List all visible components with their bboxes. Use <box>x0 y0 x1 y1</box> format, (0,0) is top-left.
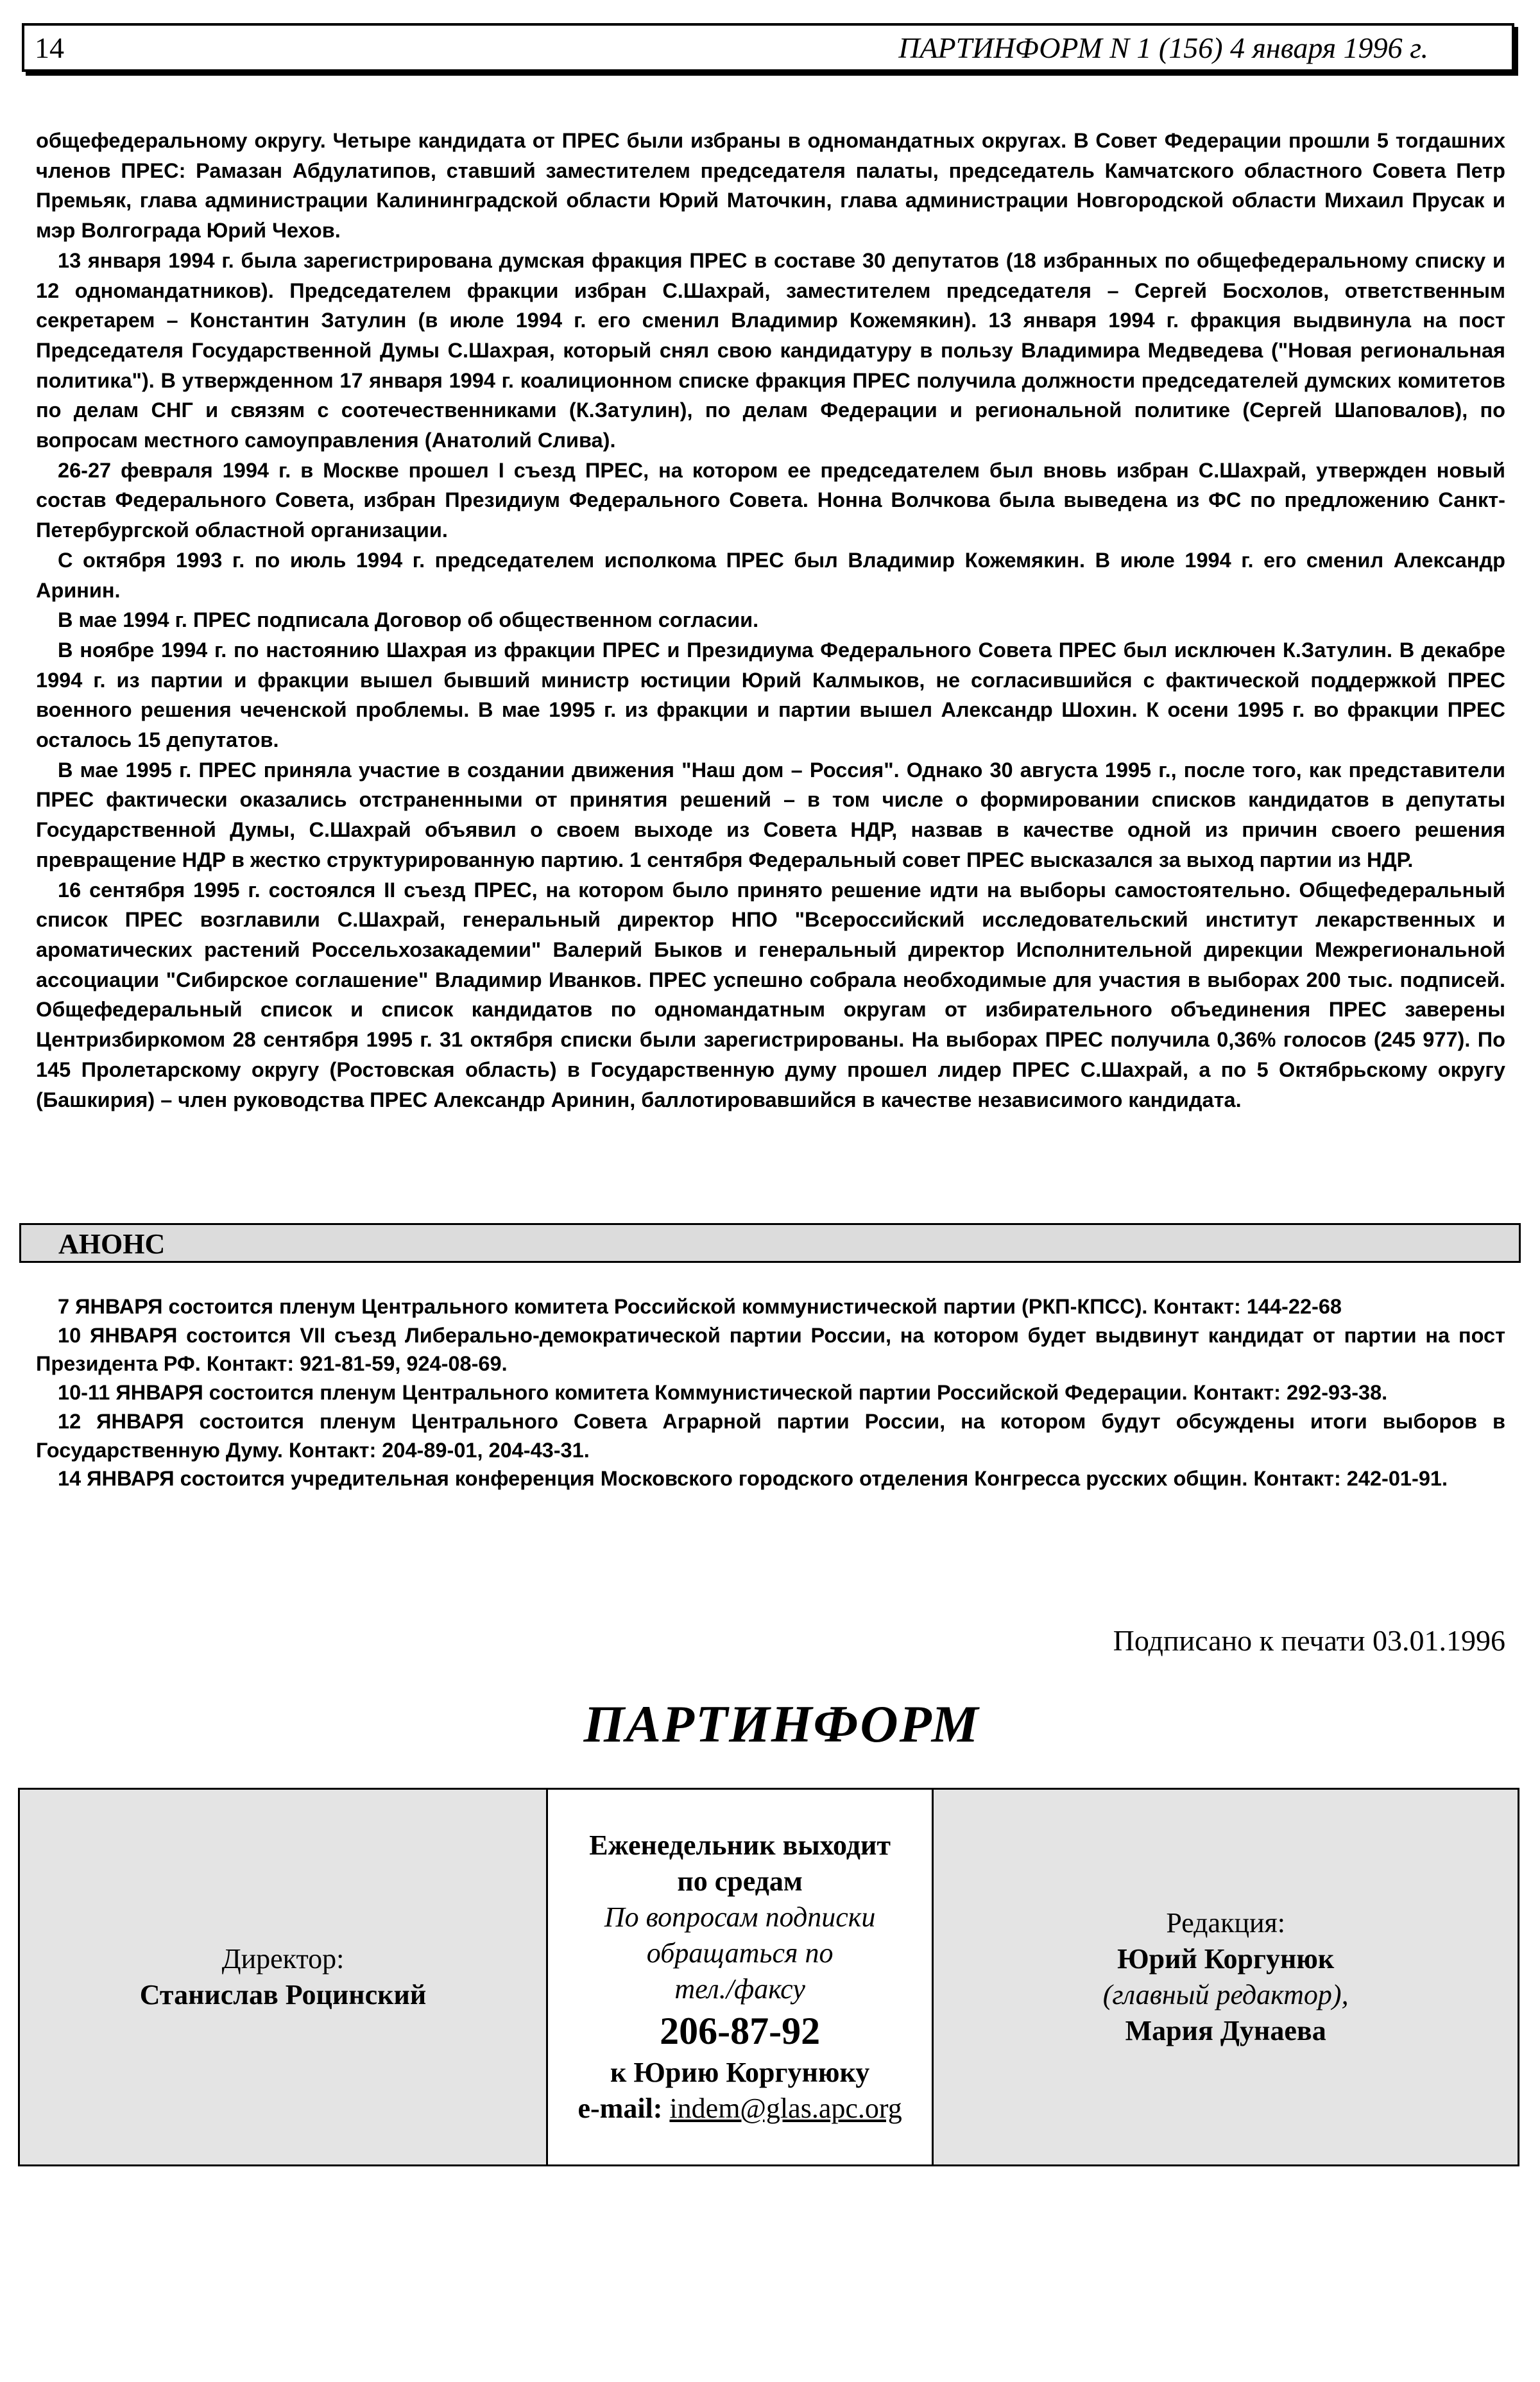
email-label: e-mail: <box>578 2093 663 2124</box>
email-line <box>578 2091 902 2127</box>
editor-name: Юрий Коргунюк <box>1117 1943 1335 1975</box>
editor-role: (главный редактор), <box>1102 1979 1349 2010</box>
article-paragraph: В ноябре 1994 г. по настоянию Шахрая из фракции ПРЕС и Президиума Федерального Совета ПРЕС был исключен К.Затулин. В декабре 1994 г. из партии и фракции вышел бывший министр юстиции Юрий Калмыков, не согласившийся с фактической поддержкой ПРЕС военного решения чеченской проблемы. В мае 1995 г. из фракции и партии вышел Александр Шохин. К осени 1995 г. во фракции ПРЕС осталось 15 депутатов. <box>36 638 1505 752</box>
article-paragraph: 13 января 1994 г. была зарегистрирована думская фракция ПРЕС в составе 30 депутатов (18 избранных по общефедеральному списку и 12 одномандатников). Председателем фракции избран С.Шахрай, заместителем председателя – Сергей Босхолов, ответственным секретарем – Константин Затулин (в июле 1994 г. его сменил Владимир Кожемякин). 13 января 1994 г. фракция выдвинула на пост Председателя Государственной Думы С.Шахрая, который снял свою кандидатуру в пользу Владимира Медведева ("Новая региональная политика"). В утвержденном 17 января 1994 г. коалиционном списке фракция ПРЕС получила должности председателей думских комитетов по делам СНГ и связям с соотечественниками (К.Затулин), по делам Федерации и региональной политике (Сергей Шаповалов), по вопросам местного самоуправления (Анатолий Слива). <box>36 248 1505 452</box>
article-paragraph: В мае 1995 г. ПРЕС приняла участие в создании движения "Наш дом – Россия". Однако 30 августа 1995 г., после того, как представители ПРЕС фактически оказались отстраненными от принятия решений – в том числе о формировании списков кандидатов в депутаты Государственной Думы, С.Шахрай объявил о своем выходе из Совета НДР, назвав в качестве одной из причин своего решения превращение НДР в жестко структурированную партию. 1 сентября Федеральный совет ПРЕС высказался за выход партии из НДР. <box>36 758 1505 871</box>
subscription-cell <box>546 1790 934 2164</box>
director-cell <box>20 1790 546 2164</box>
page-number: 14 <box>35 31 64 64</box>
imprint-table <box>18 1788 1519 2166</box>
anons-title: АНОНС <box>58 1228 166 1260</box>
anons-list <box>36 1292 1505 1493</box>
anons-section-header <box>19 1223 1521 1263</box>
editor2-name: Мария Дунаева <box>1125 2015 1326 2046</box>
subscription-text: По вопросам подписки <box>604 1901 876 1933</box>
phone-number: 206-87-92 <box>660 2010 821 2052</box>
weekly-line: Еженедельник выходит <box>589 1829 891 1861</box>
article-paragraph: С октября 1993 г. по июль 1994 г. председателем исполкома ПРЕС был Владимир Кожемякин. В июле 1994 г. его сменил Александр Аринин. <box>36 548 1505 602</box>
weekly-day: по средам <box>677 1865 803 1897</box>
director-label: Директор: <box>221 1943 345 1975</box>
anons-item: 7 ЯНВАРЯ состоится пленум Центрального комитета Российской коммунистической партии (РКП-КПСС). Контакт: 144-22-68 <box>58 1295 1342 1318</box>
anons-item: 12 ЯНВАРЯ состоится пленум Центрального Совета Аграрной партии России, на котором будут обсуждены итоги выборов в Государственную Думу. Контакт: 204-89-01, 204-43-31. <box>36 1409 1505 1462</box>
issue-info: ПАРТИНФОРМ N 1 (156) 4 января 1996 г. <box>898 31 1428 64</box>
subscription-text: обращаться по <box>646 1937 834 1969</box>
page-header <box>22 23 1514 72</box>
anons-item: 10-11 ЯНВАРЯ состоится пленум Центрального комитета Коммунистической партии Российской Федерации. Контакт: 292-93-38. <box>58 1381 1388 1405</box>
article-body <box>36 126 1505 1115</box>
signed-for-print: Подписано к печати 03.01.1996 <box>1113 1624 1505 1657</box>
anons-item: 10 ЯНВАРЯ состоится VII съезд Либерально-демократической партии России, на котором будет выдвинут кандидат от партии на пост Президента РФ. Контакт: 921-81-59, 924-08-69. <box>36 1323 1505 1376</box>
editorial-label: Редакция: <box>1166 1907 1286 1939</box>
article-paragraph: 16 сентября 1995 г. состоялся II съезд ПРЕС, на котором было принято решение идти на выборы самостоятельно. Общефедеральный список ПРЕС возглавили С.Шахрай, генеральный директор НПО "Всероссийский исследовательский институт лекарственных и ароматических растений Россельхозакадемии" Валерий Быков и генеральный директор Исполнительной дирекции Межрегиональной ассоциации "Сибирское соглашение" Владимир Иванков. ПРЕС успешно собрала необходимые для участия в выборах 200 тыс. подписей. Общефедеральный список и список кандидатов по одномандатным округам от избирательного объединения ПРЕС заверены Центризбиркомом 28 сентября 1995 г. 31 октября списки были зарегистрированы. На выборах ПРЕС получила 0,36% голосов (245 977). По 145 Пролетарскому округу (Ростовская область) в Государственную думу прошел лидер ПРЕС С.Шахрай, а по 5 Октябрьскому округу (Башкирия) – член руководства ПРЕС Александр Аринин, баллотировавшийся в качестве независимого кандидата. <box>36 878 1505 1111</box>
masthead-title: ПАРТИНФОРМ <box>583 1695 980 1753</box>
subscription-text: тел./факсу <box>674 1973 805 2005</box>
article-paragraph: В мае 1994 г. ПРЕС подписала Договор об общественном согласии. <box>58 608 759 632</box>
article-paragraph: общефедеральному округу. Четыре кандидата от ПРЕС были избраны в одномандатных округах. В Совет Федерации прошли 5 тогдашних членов ПРЕС: Рамазан Абдулатипов, ставший заместителем председателя палаты, председатель Камчатского областного Совета Петр Премьяк, глава администрации Калининградской области Юрий Маточкин, глава администрации Новгородской области Михаил Прусак и мэр Волгограда Юрий Чехов. <box>36 129 1505 243</box>
article-paragraph: 26-27 февраля 1994 г. в Москве прошел I съезд ПРЕС, на котором ее председателем был вновь избран С.Шахрай, утвержден новый состав Федерального Совета, избран Президиум Федерального Совета. Нонна Волчкова была выведена из ФС по предложению Санкт-Петербургской областной организации. <box>36 458 1505 542</box>
anons-item: 14 ЯНВАРЯ состоится учредительная конференция Московского городского отделения Конгресса русских общин. Контакт: 242-01-91. <box>58 1467 1448 1491</box>
editorial-cell <box>934 1790 1518 2164</box>
director-name: Станислав Роцинский <box>139 1979 427 2010</box>
email-link[interactable]: indem@glas.apc.org <box>669 2093 902 2124</box>
contact-person: к Юрию Коргунюку <box>610 2057 870 2088</box>
